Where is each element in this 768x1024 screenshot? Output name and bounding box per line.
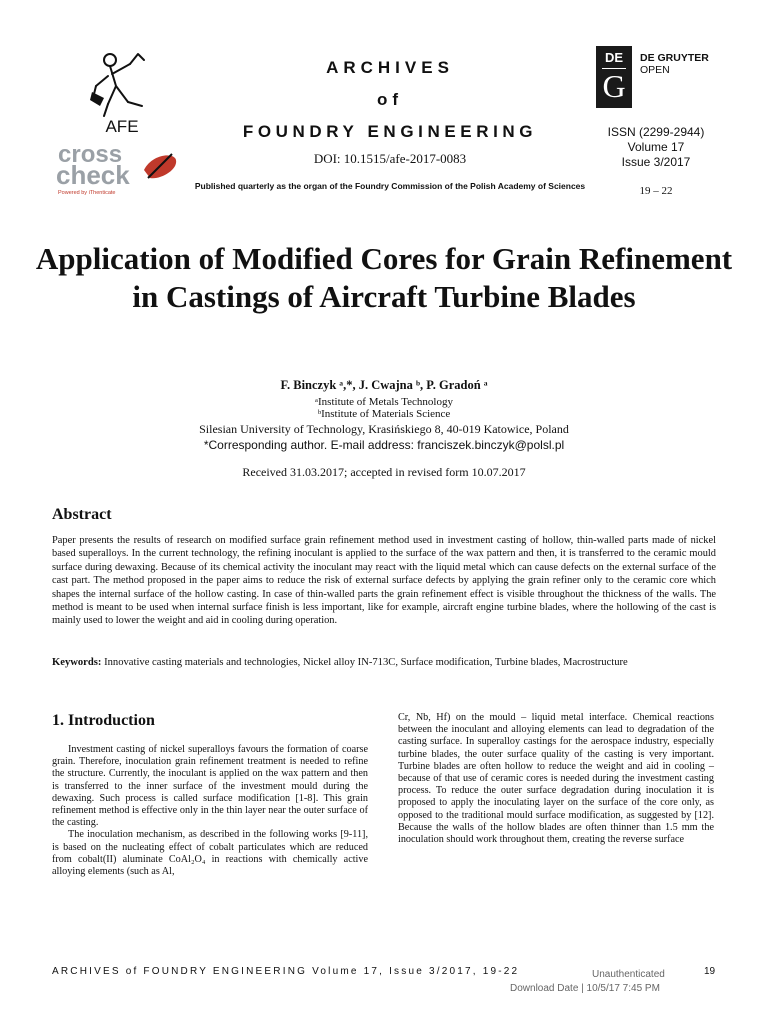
page-number: 19 [704,966,716,977]
journal-title-line2: of [376,90,404,109]
issn: ISSN (2299-2944) [607,125,705,139]
issue-info [596,125,716,170]
svg-text:Powered by iThenticate: Powered by iThenticate [58,190,116,196]
keywords-label: Keywords: [52,657,102,668]
afe-logo [82,46,162,136]
column-right [398,712,714,846]
publication-note: Published quarterly as the organ of the Foundry Commission of the Polish Academy of Sciences [194,181,586,191]
footer-download-date: Download Date | 10/5/17 7:45 PM [510,983,660,994]
footer-journal-ref: ARCHIVES of FOUNDRY ENGINEERING Volume 17, Issue 3/2017, 19-22 [52,966,520,977]
svg-text:AFE: AFE [105,117,139,136]
abstract-text: Paper presents the results of research on modified surface grain refinement method used in investment casting of hollow, thin-walled parts made of nickel based superalloys. In the current technology, the refining inoculant is applied to the surface of the wax pattern and then, it is transferred to the ceramic mould surface during dewaxing. Because of its chemical activity the inoculant may react with the liquid metal which can cause defects on the external surface of the cast part. The method proposed in the paper aims to reduce the risk of external surface defects by applying the grain refiner only to the ceramic core which shapes the internal surface of the hollow casting. In case of thin-walled parts the grain refinement effect is visible throughout the thickness of the walls. The method is meant to be used when internal surface finish is less important, like for example, aircraft engine turbine blades, where the hollowing of the cast is mainly used to lower the weight and aid in cooling during operation. [52,535,716,627]
university: Silesian University of Technology, Krasińskiego 8, 40-019 Katowice, Poland [199,422,569,436]
page-range: 19 – 22 [639,185,673,197]
keywords-list: Innovative casting materials and technologies, Nickel alloy IN-713C, Surface modification, Turbine blades, Macrostructure [104,657,628,668]
journal-title-line1: ARCHIVES [326,58,454,77]
keywords [52,657,742,668]
publisher-logo-g: G [602,68,626,104]
journal-title-line3: FOUNDRY ENGINEERING [242,122,538,141]
doi[interactable]: DOI: 10.1515/afe-2017-0083 [313,151,467,166]
paragraph: Investment casting of nickel superalloys favours the formation of coarse grain. Therefore, inoculation grain refinement treatment is needed to refine the structure. Currently, the inoculant is applied on the wax pattern and then is transferred to the inner surface of the investment mould during the dewaxing. Such process is called surface modification [1-8]. This grain refinement method is effective only in the thin layer near the outer surface of the casting. [52,744,368,829]
paragraph: The inoculation mechanism, as described in the following works [9-11], is based on the nucleating effect of cobalt particulates which are reduced from cobalt(II) aluminate CoAl₂O₄ in reactions with chemically active alloying elements (such as Al, [52,829,368,878]
corresponding-author: *Corresponding author. E-mail address: franciszek.binczyk@polsl.pl [203,438,565,452]
issue: Issue 3/2017 [621,155,691,169]
affiliation-a: ᵃInstitute of Metals Technology [315,396,453,408]
footer-unauthenticated: Unauthenticated [592,969,665,980]
publisher-logo-de: DE [604,50,624,65]
publisher-sub: OPEN [640,64,670,76]
received-dates: Received 31.03.2017; accepted in revised form 10.07.2017 [242,465,526,479]
authors: F. Binczyk ᵃ,*, J. Cwajna ᵇ, P. Gradoń ᵃ [280,378,488,392]
affiliation-b: ᵇInstitute of Materials Science [317,408,451,420]
svg-text:cross: cross [58,141,123,168]
column-left [52,744,368,878]
publisher-name: DE GRUYTER [640,52,709,64]
svg-text:check: check [56,160,130,190]
article-title: Application of Modified Cores for Grain Refinement in Castings of Aircraft Turbine Blades [35,241,733,314]
abstract-heading: Abstract [52,506,112,523]
paragraph: Cr, Nb, Hf) on the mould – liquid metal interface. Chemical reactions between the inoculant and alloying elements can lead to degradation of the casting surface. In superalloy castings for the aerospace industry, especially turbine blades, the outer surface quality of the casting is very important. Turbine blades are often hollow to reduce the weight and aid in cooling – because of that use of ceramic cores is needed during the investment casting process. To reduce the outer surface degradation during inoculation it is proposed to apply the inoculating layer on the surface of the core only, as opposed to the traditional mould surface modification, as suggested by [12]. Because the walls of the hollow blades are often thinner than 1.5 mm the inoculation should work throughout them, creating the reverse surface [398,712,714,846]
volume: Volume 17 [627,140,685,154]
section-heading-introduction: 1. Introduction [52,712,155,729]
